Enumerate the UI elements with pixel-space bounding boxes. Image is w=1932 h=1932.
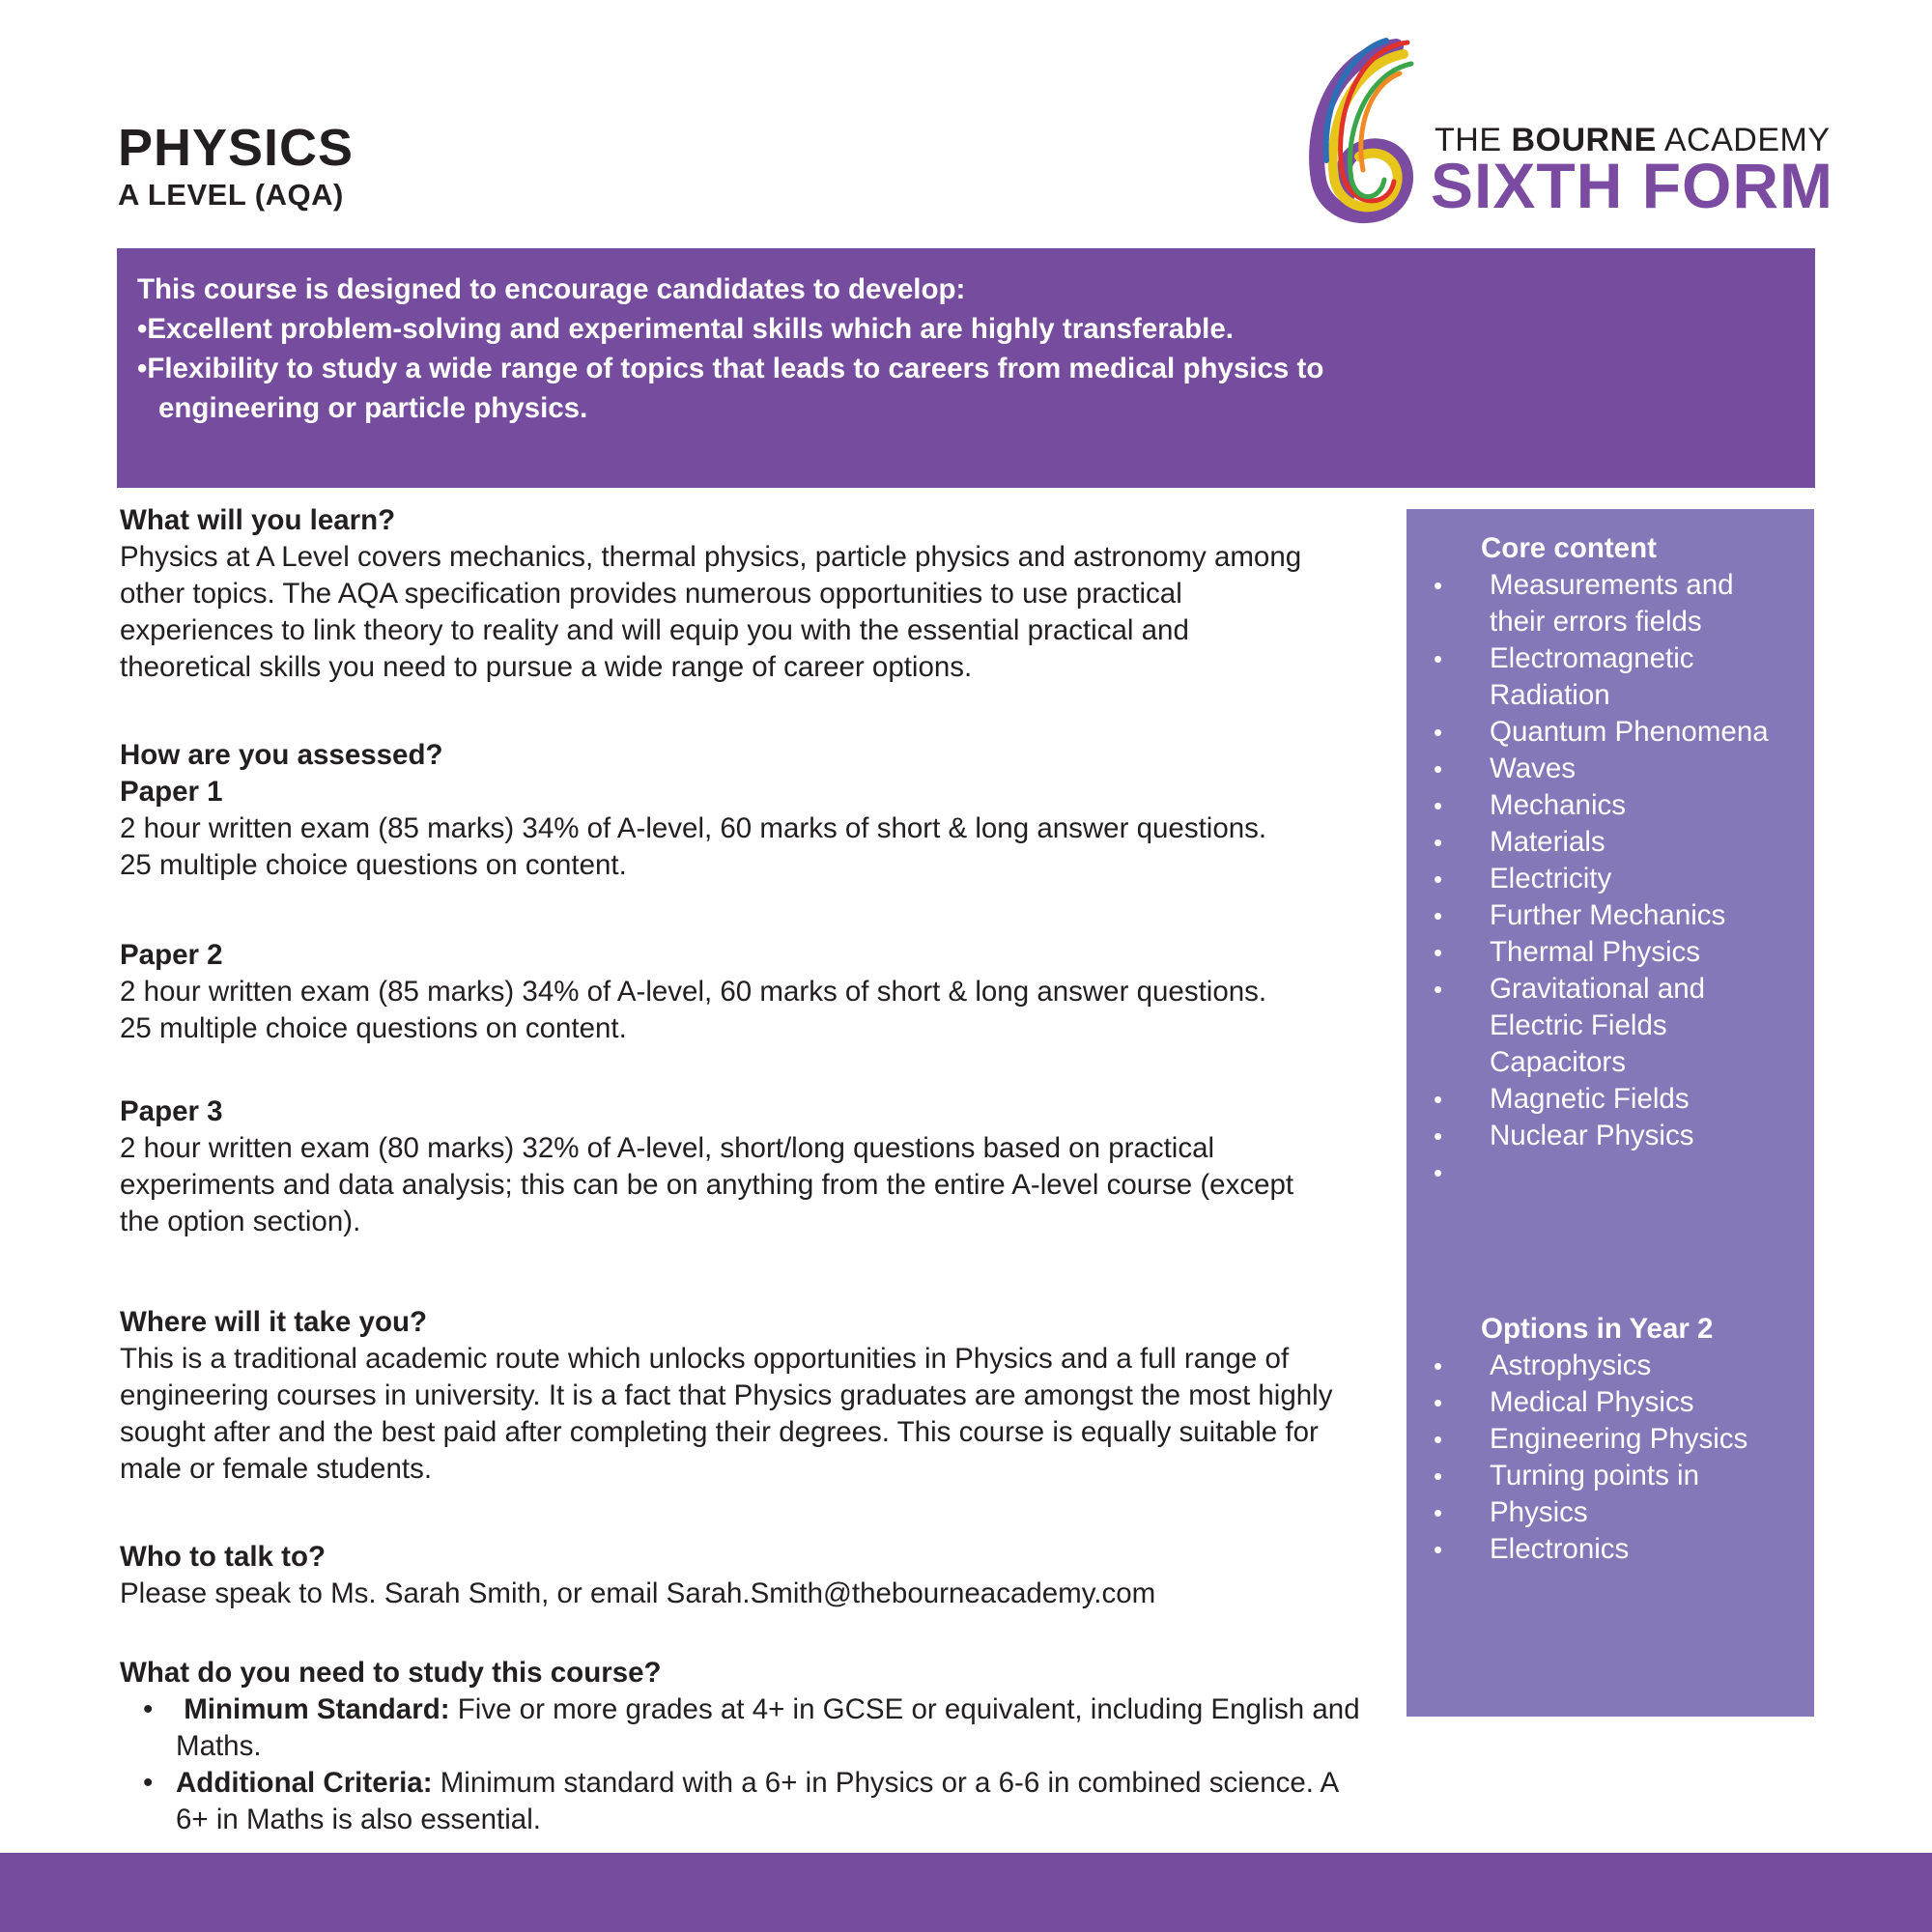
section-talk [120, 1539, 1405, 1612]
bullet-icon: • [1434, 1085, 1443, 1114]
option-item: • Astrophysics [1434, 1348, 1801, 1384]
six-swirl-icon [1299, 35, 1435, 238]
core-item: • Nuclear Physics [1434, 1118, 1801, 1154]
core-item: • Electromagnetic [1434, 640, 1801, 677]
banner-bullet-1: •Excellent problem-solving and experimental skills which are highly transferable. [137, 313, 1234, 345]
logo-sixth-form: SIXTH FORM [1431, 150, 1833, 221]
requirement-minimum [120, 1691, 1405, 1765]
bullet-icon: • [143, 1767, 154, 1799]
bullet-icon: • [1434, 1158, 1443, 1187]
core-item-cont: Capacitors [1490, 1046, 1627, 1078]
paper3-title: Paper 3 [120, 1095, 223, 1127]
option-item: • Physics [1434, 1494, 1801, 1531]
core-item: • Magnetic Fields [1434, 1081, 1801, 1118]
banner-bullet-2-cont: engineering or particle physics. [158, 392, 588, 424]
paper1-line-1: 2 hour written exam (85 marks) 34% of A-level, 60 marks of short & long answer questions. [120, 812, 1267, 844]
where-line-2: engineering courses in university. It is a fact that Physics graduates are amongst the most highly [120, 1379, 1333, 1411]
core-item: • Further Mechanics [1434, 897, 1801, 934]
section-assessed [120, 737, 1405, 884]
core-item: • Measurements and [1434, 567, 1801, 604]
learn-line-4: theoretical skills you need to pursue a wide range of career options. [120, 651, 973, 683]
learn-line-1: Physics at A Level covers mechanics, thermal physics, particle physics and astronomy among [120, 541, 1302, 573]
banner-bullet-2: •Flexibility to study a wide range of topics that leads to careers from medical physics to [137, 353, 1324, 384]
learn-heading: What will you learn? [120, 504, 396, 536]
paper2-title: Paper 2 [120, 939, 223, 971]
paper3-line-2: experiments and data analysis; this can be on anything from the entire A-level course (except [120, 1169, 1294, 1201]
bullet-icon: • [1434, 1351, 1443, 1380]
content-sidebar [1406, 509, 1814, 1717]
core-item: • Waves [1434, 751, 1801, 787]
core-item-cont: Radiation [1490, 679, 1610, 711]
paper3-line-1: 2 hour written exam (80 marks) 32% of A-level, short/long questions based on practical [120, 1132, 1215, 1164]
bullet-icon: • [1434, 1462, 1443, 1491]
learn-line-2: other topics. The AQA specification provides numerous opportunities to use practical [120, 578, 1182, 610]
bullet-icon: • [1434, 791, 1443, 820]
core-item: • Gravitational and [1434, 971, 1801, 1008]
paper2-line-2: 25 multiple choice questions on content. [120, 1012, 627, 1044]
where-line-4: male or female students. [120, 1453, 433, 1485]
paper1-title: Paper 1 [120, 776, 223, 808]
where-heading: Where will it take you? [120, 1306, 428, 1338]
bullet-icon: • [1434, 644, 1443, 673]
paper2-line-1: 2 hour written exam (85 marks) 34% of A-level, 60 marks of short & long answer questions. [120, 976, 1267, 1008]
option-item: • Medical Physics [1434, 1384, 1801, 1421]
section-requirements [120, 1655, 1405, 1838]
banner-intro: This course is designed to encourage candidates to develop: [137, 273, 966, 305]
core-item: • Materials [1434, 824, 1801, 861]
minimum-label: Minimum Standard: [184, 1693, 450, 1725]
bullet-icon: • [1434, 1122, 1443, 1151]
core-item: • Electricity [1434, 861, 1801, 897]
where-line-3: sought after and the best paid after completing their degrees. This course is equally suitable for [120, 1416, 1319, 1448]
bullet-icon: • [1434, 1388, 1443, 1417]
section-learn [120, 502, 1405, 686]
bullet-icon: • [1434, 718, 1443, 747]
logo-academy-name: THE BOURNE ACADEMY [1435, 122, 1831, 158]
additional-label: Additional Criteria: [176, 1767, 433, 1799]
requirements-heading: What do you need to study this course? [120, 1657, 662, 1689]
bullet-icon: • [1434, 828, 1443, 857]
bullet-icon: • [1434, 1498, 1443, 1527]
options-heading: Options in Year 2 [1481, 1313, 1714, 1345]
learn-line-3: experiences to link theory to reality and will equip you with the essential practical and [120, 614, 1189, 646]
core-item-cont: Electric Fields [1490, 1009, 1667, 1041]
footer-bar [0, 1853, 1932, 1932]
section-paper2 [120, 937, 1405, 1047]
additional-text-cont: 6+ in Maths is also essential. [176, 1804, 541, 1835]
core-item-empty [1434, 1154, 1801, 1191]
core-item: • Quantum Phenomena [1434, 714, 1801, 751]
minimum-text-cont: Maths. [176, 1730, 262, 1762]
option-item: • Electronics [1434, 1531, 1801, 1568]
option-item: • Turning points in [1434, 1458, 1801, 1494]
additional-text: Minimum standard with a 6+ in Physics or a 6-6 in combined science. A [432, 1767, 1340, 1799]
page-title: PHYSICS [118, 119, 355, 177]
bullet-icon: • [1434, 938, 1443, 967]
core-item: • Mechanics [1434, 787, 1801, 824]
assessed-heading: How are you assessed? [120, 739, 443, 771]
paper3-line-3: the option section). [120, 1206, 361, 1237]
core-item: • Thermal Physics [1434, 934, 1801, 971]
academy-logo [1299, 35, 1833, 238]
option-item: • Engineering Physics [1434, 1421, 1801, 1458]
core-content-list [1434, 567, 1801, 1191]
bullet-icon: • [1434, 901, 1443, 930]
paper1-line-2: 25 multiple choice questions on content. [120, 849, 627, 881]
intro-banner [117, 248, 1815, 488]
options-list [1434, 1348, 1801, 1568]
bullet-icon: • [1434, 1535, 1443, 1564]
bullet-icon: • [143, 1693, 154, 1725]
bullet-icon: • [1434, 1425, 1443, 1454]
page-subtitle: A LEVEL (AQA) [118, 178, 344, 212]
requirement-additional [120, 1765, 1405, 1838]
requirements-list [120, 1691, 1405, 1838]
talk-line-1: Please speak to Ms. Sarah Smith, or email Sarah.Smith@thebourneacademy.com [120, 1577, 1156, 1609]
minimum-text: Five or more grades at 4+ in GCSE or equivalent, including English and [449, 1693, 1360, 1725]
talk-heading: Who to talk to? [120, 1541, 327, 1573]
where-line-1: This is a traditional academic route which unlocks opportunities in Physics and a full range of [120, 1343, 1290, 1375]
section-where [120, 1304, 1405, 1488]
core-item-cont: their errors fields [1490, 606, 1702, 638]
core-content-heading: Core content [1481, 532, 1657, 564]
bullet-icon: • [1434, 865, 1443, 894]
section-paper3 [120, 1094, 1405, 1240]
bullet-icon: • [1434, 754, 1443, 783]
bullet-icon: • [1434, 975, 1443, 1004]
bullet-icon: • [1434, 571, 1443, 600]
